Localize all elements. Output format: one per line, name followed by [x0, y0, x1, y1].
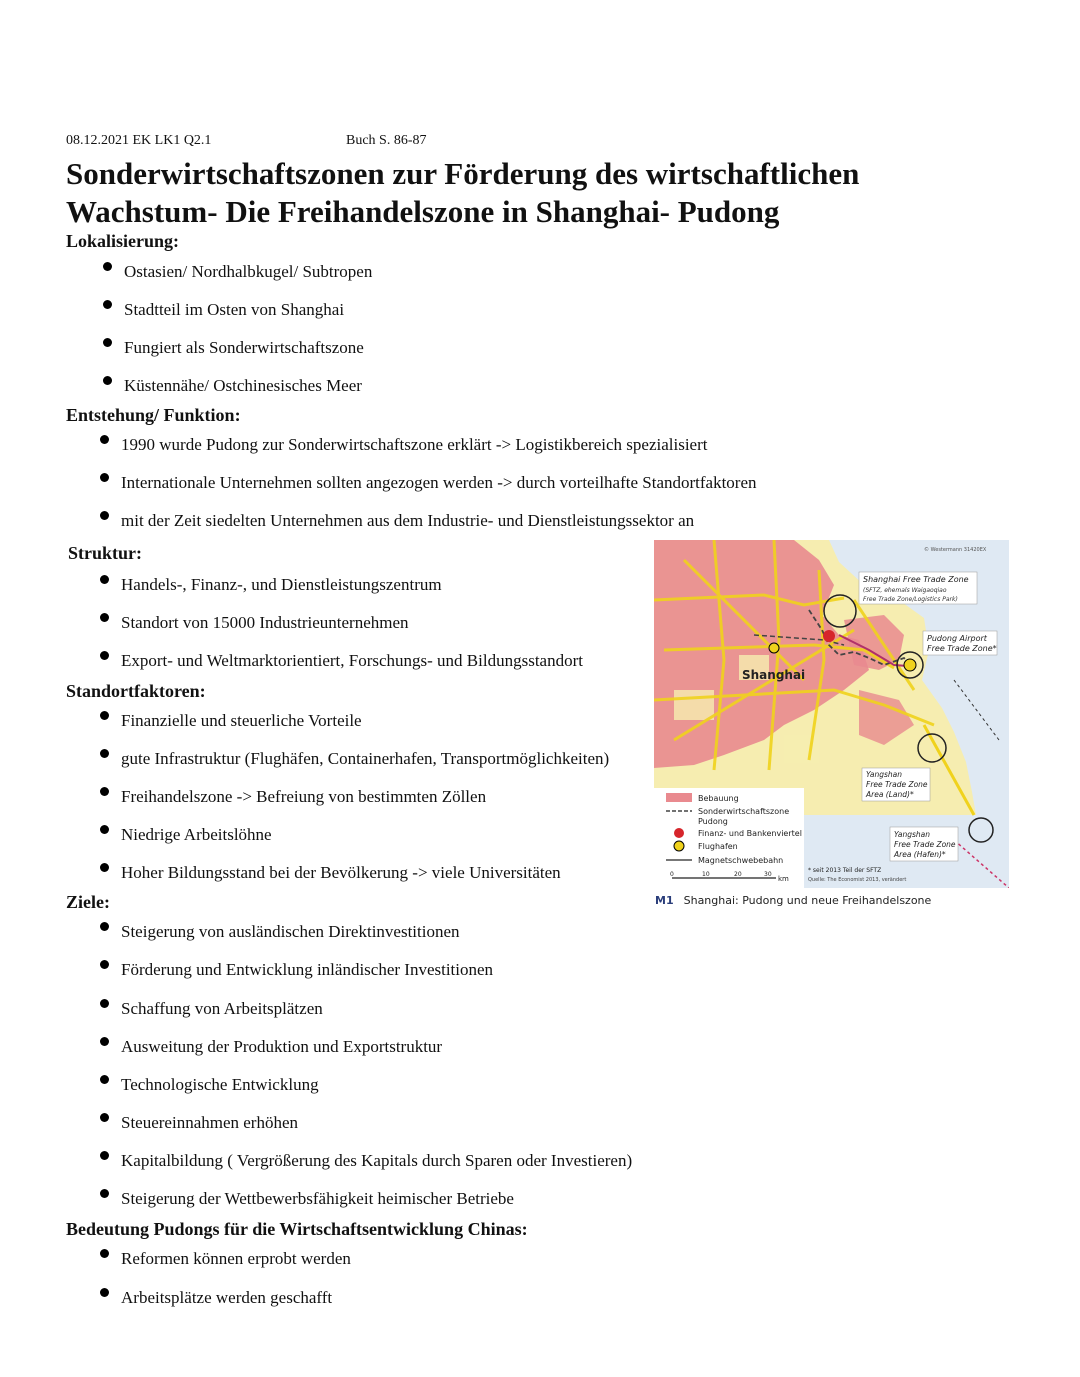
map-land	[674, 690, 714, 720]
bullet	[100, 749, 109, 758]
zone-label-airport: Free Trade Zone*	[927, 644, 997, 653]
legend-label: Bebauung	[698, 794, 739, 803]
map-footnote: * seit 2013 Teil der SFTZ	[808, 867, 882, 874]
shanghai-map	[654, 540, 1009, 888]
heading-struktur: Struktur:	[68, 543, 143, 563]
title-line-2: Wachstum- Die Freihandelszone in Shanghai- Pudong	[66, 194, 780, 229]
heading-standortfaktoren: Standortfaktoren:	[66, 681, 206, 701]
bullet	[100, 473, 109, 482]
finance-district-marker	[823, 630, 835, 642]
legend-background	[654, 788, 804, 888]
bullet	[100, 575, 109, 584]
zone-label-yangshan-land: Area (Land)*	[866, 790, 914, 799]
date-course: 08.12.2021 EK LK1 Q2.1	[66, 133, 212, 148]
bullet	[100, 435, 109, 444]
bullet	[100, 511, 109, 520]
heading-bedeutung: Bedeutung Pudongs für die Wirtschaftsentwicklung Chinas:	[66, 1219, 528, 1239]
map-source: Quelle: The Economist 2013, verändert	[808, 877, 907, 883]
zone-label-yangshan-land: Free Trade Zone	[866, 780, 928, 789]
zone-label-sftz: Shanghai Free Trade Zone	[863, 575, 969, 584]
bullet	[100, 1151, 109, 1160]
map-land	[784, 735, 819, 763]
zone-label-sftz: Free Trade Zone/Logistics Park)	[863, 596, 958, 603]
figure-caption-text: Shanghai: Pudong und neue Freihandelszone	[683, 894, 932, 907]
legend-label: Magnetschwebebahn	[698, 856, 784, 865]
bullet	[100, 711, 109, 720]
bullet	[100, 1075, 109, 1084]
city-label: Shanghai	[742, 668, 806, 682]
legend-label: Finanz- und Bankenviertel	[698, 829, 802, 838]
bullet	[100, 1037, 109, 1046]
scale-tick: 0	[670, 871, 674, 878]
scale-tick: 10	[702, 871, 710, 878]
bullet	[100, 1249, 109, 1258]
bullet	[103, 300, 112, 309]
heading-lokalisierung: Lokalisierung:	[66, 231, 180, 251]
scale-tick: 30	[764, 871, 772, 878]
heading-entstehung: Entstehung/ Funktion:	[66, 405, 241, 425]
page-title	[66, 155, 966, 231]
map-copyright: © Westermann 31420EX	[924, 547, 987, 553]
zone-label-airport: Pudong Airport	[927, 634, 987, 643]
zone-label-yangshan-port: Area (Hafen)*	[894, 850, 946, 859]
figure-id: M1	[655, 894, 674, 907]
book-reference: Buch S. 86-87	[346, 133, 427, 148]
bullet	[103, 376, 112, 385]
bullet	[100, 960, 109, 969]
bullet	[100, 863, 109, 872]
figure-caption	[655, 894, 931, 907]
legend-label: Sonderwirtschaftszone	[698, 807, 790, 816]
zone-label-yangshan-port: Free Trade Zone	[894, 840, 956, 849]
bullet	[100, 922, 109, 931]
legend-swatch-built	[666, 793, 692, 802]
bullet	[103, 338, 112, 347]
title-line-1: Sonderwirtschaftszonen zur Förderung des wirtschaftlichen	[66, 156, 860, 191]
scale-tick: 20	[734, 871, 742, 878]
legend-swatch-finance	[674, 828, 684, 838]
bullet	[100, 1189, 109, 1198]
legend-label: Pudong	[698, 817, 728, 826]
bullet	[100, 651, 109, 660]
scale-unit: km	[778, 875, 789, 883]
bullet	[100, 787, 109, 796]
zone-label-sftz: (SFTZ, ehemals Waigaoqiao	[863, 587, 947, 594]
bullet	[100, 613, 109, 622]
bullet	[100, 825, 109, 834]
airport-icon	[904, 659, 916, 671]
bullet	[100, 1113, 109, 1122]
legend-label: Flughafen	[698, 842, 738, 851]
zone-label-yangshan-port: Yangshan	[894, 830, 931, 839]
bullet	[100, 1288, 109, 1297]
zone-label-yangshan-land: Yangshan	[866, 770, 903, 779]
bullet	[100, 999, 109, 1008]
legend-airport-icon	[674, 841, 684, 851]
airport-icon	[769, 643, 779, 653]
heading-ziele: Ziele:	[66, 892, 110, 912]
bullet	[103, 262, 112, 271]
